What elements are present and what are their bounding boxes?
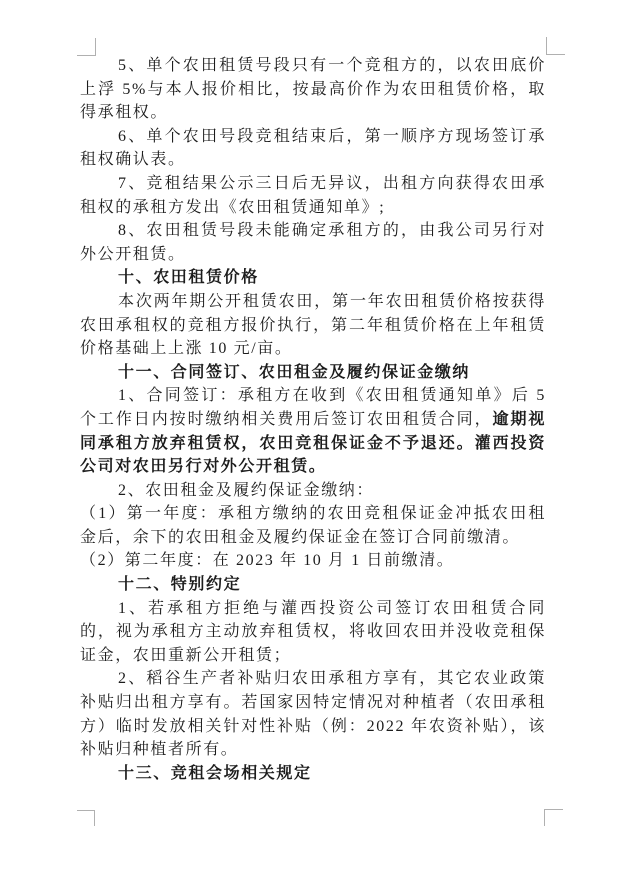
text-run: 8、农田租赁号段未能确定承租方的，由我公司另行对外公开租赁。	[80, 222, 546, 263]
crop-mark-top-right-icon	[546, 37, 565, 55]
text-run: 2、稻谷生产者补贴归农田承租方享有，其它农业政策补贴归出租方享有。若国家因特定情况对种植者（农田承租方）临时发放相关针对性补贴（例：2022 年农资补贴），该补贴归种植者所有。	[80, 670, 546, 759]
bold-text-run: 十三、竞租会场相关规定	[118, 764, 312, 782]
text-run: 本次两年期公开租赁农田，第一年农田租赁价格按获得农田承租权的竞租方报价执行，第二年租赁价格在上年租赁价格基础上上涨 10 元/亩。	[80, 292, 546, 358]
body-paragraph	[80, 549, 546, 573]
crop-mark-bottom-right-icon	[544, 809, 563, 826]
heading-paragraph	[80, 361, 546, 385]
text-run: 7、竞租结果公示三日后无异议，出租方向获得农田承租权的承租方发出《农田租赁通知单》;	[80, 174, 546, 216]
body-paragraph	[80, 384, 546, 478]
body-paragraph	[80, 219, 546, 266]
body-paragraph	[80, 667, 546, 761]
body-paragraph	[80, 172, 546, 219]
document-body[interactable]	[80, 54, 546, 785]
body-paragraph	[80, 479, 546, 503]
text-run: 2、农田租金及履约保证金缴纳：	[118, 481, 375, 499]
bold-text-run: 十一、合同签订、农田租金及履约保证金缴纳	[118, 363, 471, 381]
body-paragraph	[80, 54, 546, 125]
heading-paragraph	[80, 573, 546, 597]
body-paragraph	[80, 502, 546, 549]
text-run: （2）第二年度：在 2023 年 10 月 1 日前缴清。	[80, 552, 455, 570]
bold-text-run: 十、农田租赁价格	[118, 269, 259, 287]
body-paragraph	[80, 125, 546, 172]
bold-text-run: 逾期视同承租方放弃租赁权，农田竞租保证金不予退还。灌西投资公司对农田另行对外公开租赁。	[80, 410, 546, 476]
text-run: 6、单个农田号段竞租结束后，第一顺序方现场签订承租权确认表。	[80, 127, 546, 169]
text-run: 5、单个农田租赁号段只有一个竞租方的，以农田底价上浮 5%与本人报价相比，按最高价作为农田租赁价格，取得承租权。	[80, 57, 546, 122]
heading-paragraph	[80, 266, 546, 290]
heading-paragraph	[80, 762, 546, 786]
bold-text-run: 十二、特别约定	[118, 576, 242, 594]
crop-mark-bottom-left-icon	[77, 810, 95, 826]
body-paragraph	[80, 290, 546, 361]
body-paragraph	[80, 597, 546, 668]
text-run: （1）第一年度：承租方缴纳的农田竞租保证金冲抵农田租金后，余下的农田租金及履约保证金在签订合同前缴清。	[80, 505, 546, 546]
text-run: 1、若承租方拒绝与灌西投资公司签订农田租赁合同的，视为承租方主动放弃租赁权，将收回农田并没收竞租保证金，农田重新公开租赁；	[80, 599, 546, 664]
text-run: 1、合同签订：承租方在收到《农田租赁通知单》后 5 个工作日内按时缴纳相关费用后签订农田租赁合同，	[80, 387, 546, 428]
